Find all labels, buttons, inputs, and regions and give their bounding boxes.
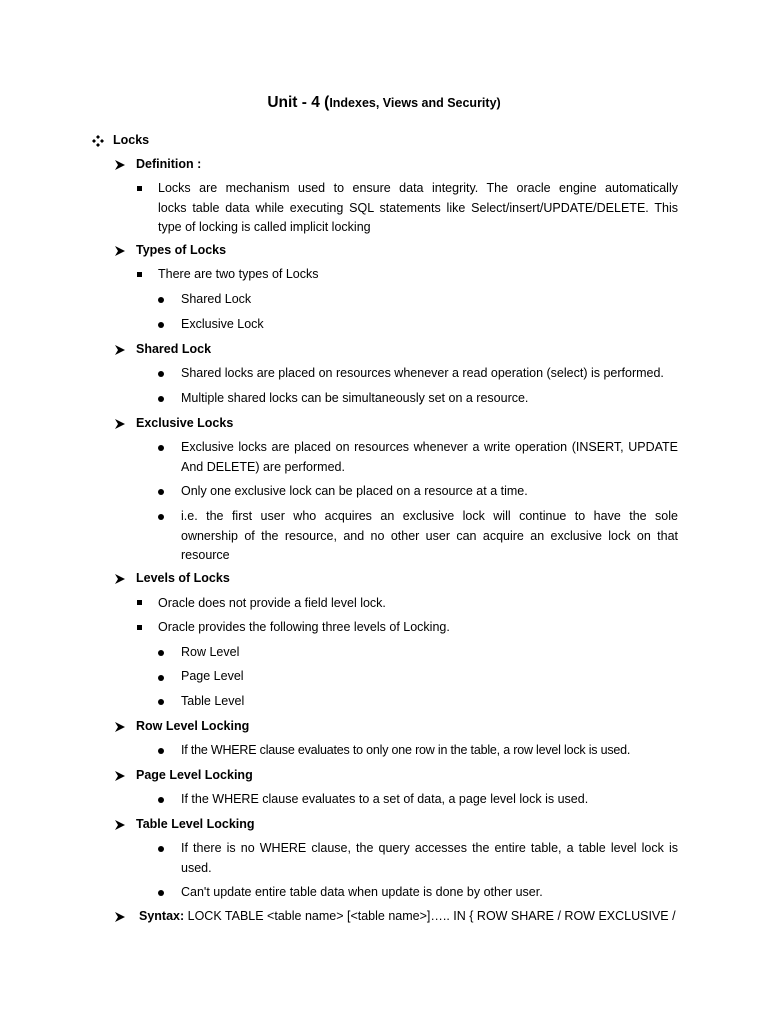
exclusive-item-1-line-2: And DELETE) are performed. bbox=[181, 460, 345, 474]
round-bullet-icon bbox=[158, 489, 164, 495]
arrow-bullet-icon bbox=[114, 159, 126, 171]
round-bullet-icon bbox=[158, 514, 164, 520]
exclusive-item-2: Only one exclusive lock can be placed on a resource at a time. bbox=[181, 484, 528, 498]
heading-types-of-locks: Types of Locks bbox=[136, 243, 227, 257]
shared-item-2: Multiple shared locks can be simultaneously set on a resource. bbox=[181, 391, 529, 405]
exclusive-item-3-line-3: resource bbox=[181, 548, 230, 562]
arrow-bullet-icon bbox=[114, 721, 126, 733]
section-heading-locks: Locks bbox=[113, 133, 150, 147]
arrow-bullet-icon bbox=[114, 819, 126, 831]
arrow-bullet-icon bbox=[114, 573, 126, 585]
heading-levels-of-locks: Levels of Locks bbox=[136, 571, 230, 585]
arrow-bullet-icon bbox=[114, 770, 126, 782]
page-title bbox=[0, 94, 768, 112]
arrow-bullet-icon bbox=[114, 344, 126, 356]
syntax-label: Syntax: bbox=[139, 909, 185, 923]
round-bullet-icon bbox=[158, 890, 164, 896]
table-level-item-1-line-2: used. bbox=[181, 861, 212, 875]
heading-table-level-locking: Table Level Locking bbox=[136, 817, 255, 831]
arrow-bullet-icon bbox=[114, 245, 126, 257]
square-bullet-icon bbox=[137, 625, 142, 630]
round-bullet-icon bbox=[158, 371, 164, 377]
definition-text-line-3: type of locking is called implicit locking bbox=[158, 220, 371, 234]
heading-page-level-locking: Page Level Locking bbox=[136, 768, 253, 782]
arrow-bullet-icon bbox=[114, 418, 126, 430]
square-bullet-icon bbox=[137, 272, 142, 277]
title-main: Unit - 4 ( bbox=[267, 94, 330, 111]
round-bullet-icon bbox=[158, 322, 164, 328]
types-item-shared: Shared Lock bbox=[181, 292, 252, 306]
square-bullet-icon bbox=[137, 186, 142, 191]
heading-definition: Definition : bbox=[136, 157, 202, 171]
round-bullet-icon bbox=[158, 650, 164, 656]
syntax-line bbox=[139, 907, 678, 927]
types-intro: There are two types of Locks bbox=[158, 267, 319, 281]
exclusive-item-3-line-1: i.e. the first user who acquires an exclusive lock will continue to have the sole bbox=[181, 509, 678, 523]
round-bullet-icon bbox=[158, 748, 164, 754]
syntax-text: LOCK TABLE <table name> [<table name>]….. IN { ROW SHARE / ROW EXCLUSIVE / bbox=[184, 909, 676, 923]
round-bullet-icon bbox=[158, 297, 164, 303]
heading-shared-lock: Shared Lock bbox=[136, 342, 212, 356]
round-bullet-icon bbox=[158, 699, 164, 705]
round-bullet-icon bbox=[158, 445, 164, 451]
levels-point-1: Oracle does not provide a field level lock. bbox=[158, 596, 386, 610]
round-bullet-icon bbox=[158, 675, 164, 681]
levels-item-table: Table Level bbox=[181, 694, 245, 708]
round-bullet-icon bbox=[158, 396, 164, 402]
exclusive-item-1-line-1: Exclusive locks are placed on resources whenever a write operation (INSERT, UPDATE bbox=[181, 440, 678, 454]
title-subtitle: Indexes, Views and Security) bbox=[329, 96, 501, 110]
levels-item-row: Row Level bbox=[181, 645, 240, 659]
row-level-item: If the WHERE clause evaluates to only one row in the table, a row level lock is used. bbox=[181, 743, 631, 757]
levels-point-2: Oracle provides the following three levels of Locking. bbox=[158, 620, 450, 634]
round-bullet-icon bbox=[158, 797, 164, 803]
types-item-exclusive: Exclusive Lock bbox=[181, 317, 264, 331]
definition-text-line-1: Locks are mechanism used to ensure data integrity. The oracle engine automatically bbox=[158, 181, 678, 195]
table-level-item-1-line-1: If there is no WHERE clause, the query accesses the entire table, a table level lock is bbox=[181, 841, 678, 855]
table-level-item-2: Can't update entire table data when update is done by other user. bbox=[181, 885, 543, 899]
round-bullet-icon bbox=[158, 846, 164, 852]
page-level-item: If the WHERE clause evaluates to a set of data, a page level lock is used. bbox=[181, 792, 589, 806]
exclusive-item-3-line-2: ownership of the resource, and no other user can acquire an exclusive lock on that bbox=[181, 529, 678, 543]
levels-item-page: Page Level bbox=[181, 669, 244, 683]
square-bullet-icon bbox=[137, 600, 142, 605]
diamond-bullet-icon bbox=[92, 135, 104, 147]
definition-text-line-2: locks table data while executing SQL statements like Select/insert/UPDATE/DELETE. This bbox=[158, 201, 678, 215]
heading-row-level-locking: Row Level Locking bbox=[136, 719, 250, 733]
arrow-bullet-icon bbox=[114, 911, 126, 923]
heading-exclusive-locks: Exclusive Locks bbox=[136, 416, 234, 430]
shared-item-1: Shared locks are placed on resources whenever a read operation (select) is performed. bbox=[181, 366, 664, 380]
